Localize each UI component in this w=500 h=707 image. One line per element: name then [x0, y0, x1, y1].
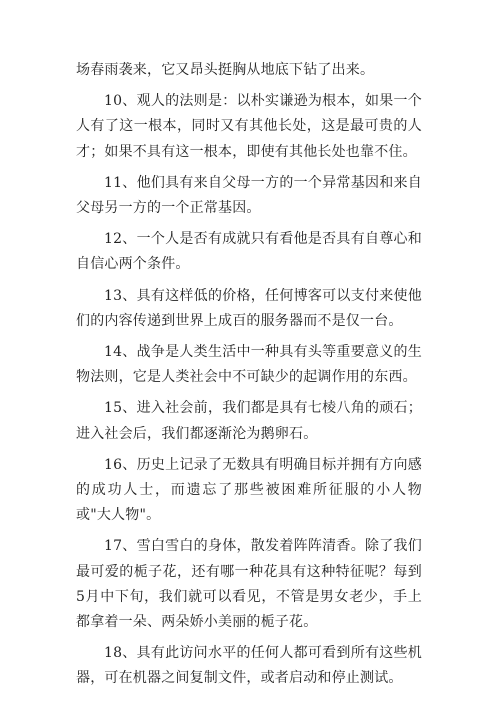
paragraph-11: 11、他们具有来自父母一方的一个异常基因和来自父母另一方的一个正常基因。 — [76, 174, 422, 217]
paragraph-15: 15、进入社会前，我们都是具有七棱八角的顽石；进入社会后，我们都逐渐沦为鹅卵石。 — [76, 400, 422, 442]
paragraph-14: 14、战争是人类生活中一种具有头等重要意义的生物法则，它是人类社会中不可缺少的起调作用的东西。 — [76, 344, 422, 386]
paragraph-13: 13、具有这样低的价格，任何博客可以支付来使他们的内容传递到世界上成百的服务器而不是仅一台。 — [76, 287, 422, 329]
paragraph-18: 18、具有此访问水平的任何人都可看到所有这些机器，可在机器之间复制文件，或者启动和停止测试。 — [76, 645, 422, 687]
paragraph-10: 10、观人的法则是：以朴实谦逊为根本，如果一个人有了这一根本，同时又有其他长处，这是最可贵的人才；如果不具有这一根本，即使有其他长处也靠不住。 — [76, 93, 422, 160]
paragraph-16: 16、历史上记录了无数具有明确目标并拥有方向感的成功人士，而遗忘了那些被困难所征服的小人物或"大人物"。 — [76, 456, 422, 524]
paragraph-12: 12、一个人是否有成就只有看他是否具有自尊心和自信心两个条件。 — [76, 231, 422, 273]
paragraph-continuation: 场春雨袭来，它又昂头挺胸从地底下钻了出来。 — [76, 62, 375, 78]
paragraph-17: 17、雪白雪白的身体，散发着阵阵清香。除了我们最可爱的栀子花，还有哪一种花具有这种特征呢？每到5月中下旬，我们就可以看见，不管是男女老少，手上都拿着一朵、两朵娇小美丽的栀子花。 — [76, 538, 422, 631]
